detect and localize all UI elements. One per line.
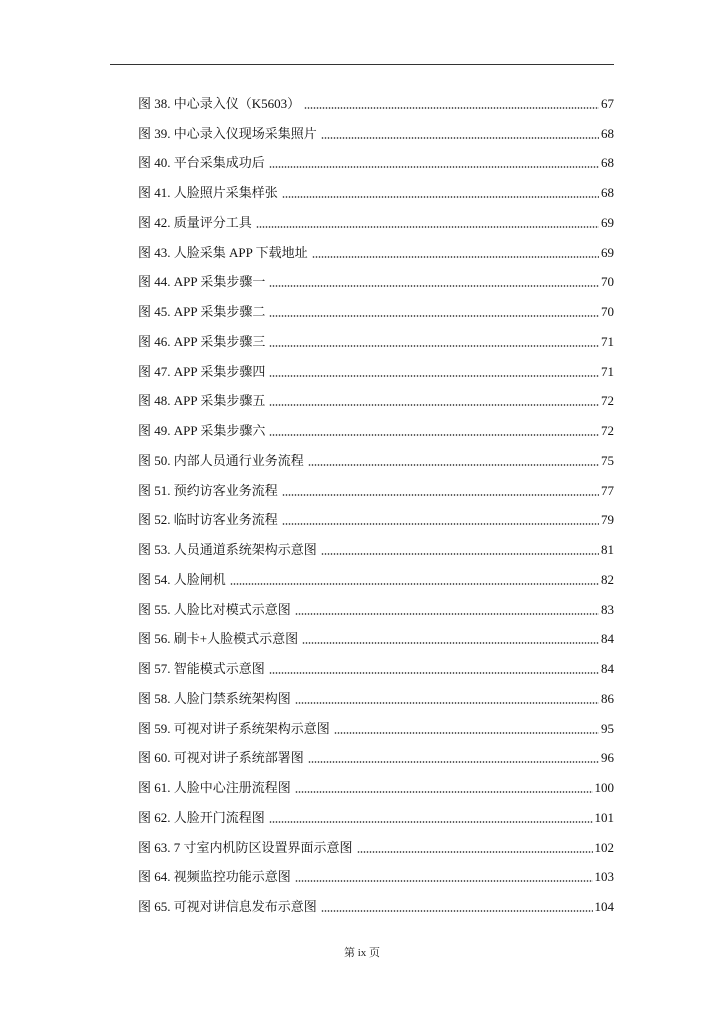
toc-entry-page: 84 — [601, 631, 614, 647]
toc-dot-leader — [282, 494, 599, 496]
toc-entry-fig-55[interactable] — [138, 595, 614, 625]
toc-dot-leader — [269, 672, 599, 674]
toc-entry-page: 77 — [601, 482, 614, 498]
toc-entry-label: 图 64. 视频监控功能示意图 — [138, 869, 291, 885]
toc-entry-fig-58[interactable] — [138, 684, 614, 714]
toc-entry-fig-65[interactable] — [138, 892, 614, 922]
toc-entry-page: 68 — [601, 185, 614, 201]
toc-entry-fig-43[interactable] — [138, 238, 614, 268]
toc-entry-page: 95 — [601, 720, 614, 736]
toc-entry-fig-64[interactable] — [138, 863, 614, 893]
toc-entry-page: 79 — [601, 512, 614, 528]
toc-entry-page: 84 — [601, 661, 614, 677]
toc-entry-fig-49[interactable] — [138, 416, 614, 446]
toc-entry-label: 图 47. APP 采集步骤四 — [138, 363, 266, 379]
toc-dot-leader — [282, 196, 599, 198]
toc-entry-page: 103 — [594, 869, 614, 885]
toc-entry-label: 图 40. 平台采集成功后 — [138, 155, 265, 171]
toc-entry-page: 75 — [601, 452, 614, 468]
toc-dot-leader — [269, 315, 599, 317]
toc-entry-page: 96 — [601, 750, 614, 766]
toc-entry-fig-53[interactable] — [138, 535, 614, 565]
toc-entry-fig-50[interactable] — [138, 446, 614, 476]
toc-entry-page: 81 — [601, 542, 614, 558]
toc-dot-leader — [357, 851, 593, 853]
toc-entry-label: 图 57. 智能模式示意图 — [138, 661, 265, 677]
toc-entry-fig-44[interactable] — [138, 268, 614, 298]
toc-entry-label: 图 42. 质量评分工具 — [138, 214, 252, 230]
toc-entry-fig-40[interactable] — [138, 149, 614, 179]
toc-entry-fig-39[interactable] — [138, 119, 614, 149]
toc-dot-leader — [308, 464, 599, 466]
toc-entry-page: 71 — [601, 333, 614, 349]
toc-entry-label: 图 59. 可视对讲子系统架构示意图 — [138, 720, 330, 736]
toc-dot-leader — [321, 137, 599, 139]
toc-dot-leader — [308, 761, 599, 763]
toc-entry-fig-42[interactable] — [138, 208, 614, 238]
toc-entry-fig-51[interactable] — [138, 476, 614, 506]
toc-entry-page: 68 — [601, 125, 614, 141]
toc-entry-page: 100 — [594, 780, 614, 796]
toc-entry-fig-48[interactable] — [138, 387, 614, 417]
toc-dot-leader — [269, 285, 599, 287]
toc-entry-fig-62[interactable] — [138, 803, 614, 833]
toc-entry-fig-38[interactable] — [138, 89, 614, 119]
toc-dot-leader — [295, 613, 599, 615]
toc-entry-label: 图 44. APP 采集步骤一 — [138, 274, 266, 290]
toc-entry-page: 72 — [601, 423, 614, 439]
toc-entry-page: 70 — [601, 304, 614, 320]
toc-entry-label: 图 50. 内部人员通行业务流程 — [138, 452, 304, 468]
toc-dot-leader — [334, 732, 599, 734]
toc-entry-page: 101 — [594, 809, 614, 825]
toc-entry-label: 图 62. 人脸开门流程图 — [138, 809, 265, 825]
toc-entry-fig-46[interactable] — [138, 327, 614, 357]
toc-entry-fig-41[interactable] — [138, 178, 614, 208]
toc-entry-fig-52[interactable] — [138, 506, 614, 536]
toc-entry-label: 图 52. 临时访客业务流程 — [138, 512, 278, 528]
toc-dot-leader — [269, 821, 593, 823]
toc-entry-label: 图 41. 人脸照片采集样张 — [138, 185, 278, 201]
toc-dot-leader — [269, 345, 599, 347]
toc-entry-label: 图 53. 人员通道系统架构示意图 — [138, 542, 317, 558]
toc-entry-page: 69 — [601, 214, 614, 230]
toc-entry-label: 图 49. APP 采集步骤六 — [138, 423, 266, 439]
toc-dot-leader — [295, 791, 593, 793]
toc-dot-leader — [269, 375, 599, 377]
toc-dot-leader — [230, 583, 599, 585]
toc-dot-leader — [282, 523, 599, 525]
toc-entry-label: 图 60. 可视对讲子系统部署图 — [138, 750, 304, 766]
toc-dot-leader — [295, 702, 599, 704]
toc-entry-label: 图 51. 预约访客业务流程 — [138, 482, 278, 498]
toc-dot-leader — [256, 226, 599, 228]
toc-entry-label: 图 65. 可视对讲信息发布示意图 — [138, 899, 317, 915]
toc-entry-label: 图 48. APP 采集步骤五 — [138, 393, 266, 409]
toc-dot-leader — [269, 434, 599, 436]
header-rule — [110, 64, 614, 65]
toc-entry-fig-63[interactable] — [138, 833, 614, 863]
toc-entry-label: 图 38. 中心录入仪（K5603） — [138, 95, 301, 111]
toc-dot-leader — [304, 107, 599, 109]
toc-entry-page: 102 — [594, 839, 614, 855]
toc-entry-label: 图 46. APP 采集步骤三 — [138, 333, 266, 349]
toc-entry-page: 71 — [601, 363, 614, 379]
toc-dot-leader — [312, 256, 599, 258]
toc-entry-fig-47[interactable] — [138, 357, 614, 387]
toc-dot-leader — [321, 553, 599, 555]
toc-entry-page: 70 — [601, 274, 614, 290]
toc-dot-leader — [321, 910, 593, 912]
toc-entry-fig-57[interactable] — [138, 654, 614, 684]
toc-entry-label: 图 61. 人脸中心注册流程图 — [138, 780, 291, 796]
toc-entry-page: 82 — [601, 571, 614, 587]
toc-entry-label: 图 63. 7 寸室内机防区设置界面示意图 — [138, 839, 353, 855]
toc-entry-label: 图 58. 人脸门禁系统架构图 — [138, 690, 291, 706]
toc-entry-label: 图 45. APP 采集步骤二 — [138, 304, 266, 320]
toc-entry-label: 图 43. 人脸采集 APP 下载地址 — [138, 244, 308, 260]
toc-dot-leader — [269, 404, 599, 406]
toc-entry-page: 72 — [601, 393, 614, 409]
toc-entry-page: 67 — [601, 95, 614, 111]
table-of-figures — [138, 89, 614, 922]
toc-entry-page: 104 — [594, 899, 614, 915]
toc-entry-page: 69 — [601, 244, 614, 260]
page-footer-number: 第 ix 页 — [343, 947, 381, 959]
toc-entry-label: 图 54. 人脸闸机 — [138, 571, 226, 587]
toc-dot-leader — [302, 642, 599, 644]
toc-entry-fig-60[interactable] — [138, 744, 614, 774]
toc-dot-leader — [295, 880, 593, 882]
toc-entry-page: 86 — [601, 690, 614, 706]
toc-entry-label: 图 39. 中心录入仪现场采集照片 — [138, 125, 317, 141]
toc-entry-label: 图 56. 刷卡+人脸模式示意图 — [138, 631, 299, 647]
toc-entry-fig-45[interactable] — [138, 297, 614, 327]
toc-entry-fig-54[interactable] — [138, 565, 614, 595]
toc-entry-label: 图 55. 人脸比对模式示意图 — [138, 601, 291, 617]
toc-entry-page: 68 — [601, 155, 614, 171]
toc-dot-leader — [269, 166, 599, 168]
toc-entry-page: 83 — [601, 601, 614, 617]
toc-entry-fig-59[interactable] — [138, 714, 614, 744]
toc-entry-fig-61[interactable] — [138, 773, 614, 803]
toc-entry-fig-56[interactable] — [138, 625, 614, 655]
